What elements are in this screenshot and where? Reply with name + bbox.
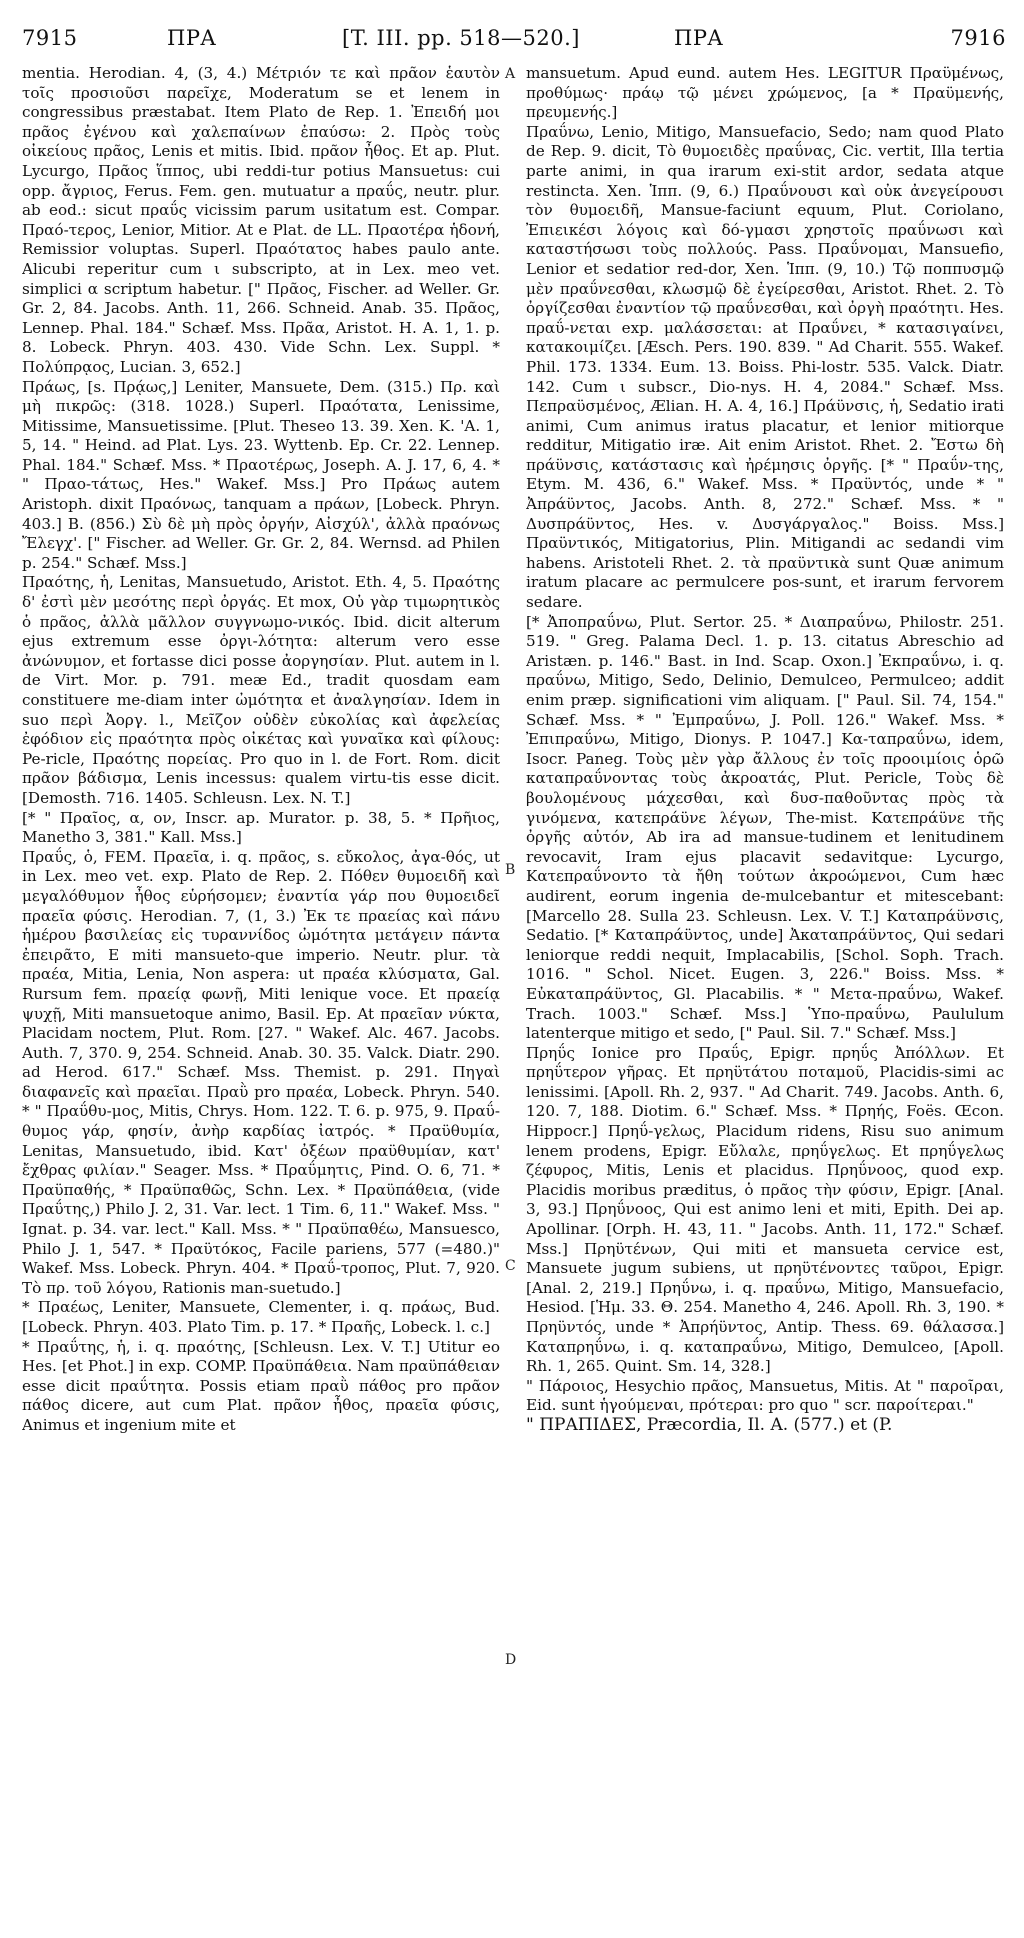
- entry-paragraph: * Πραΰτης, ἡ, i. q. πραότης, [Schleusn. Lex. V. T.] Utitur eo Hes. [et Phot.] in exp. COMP. Πραϋπάθεια. Nam πραϋπάθειαν esse dicit πραΰτητα. Possis etiam πραῢ πάθος pro πρᾶον πάθος dicere, aut cum Plat. πρᾶον ἦθος, πραεῖα φύσις, Animus et ingenium mite et: [22, 1337, 500, 1434]
- section-marker-a: A: [505, 66, 516, 82]
- page-header: [22, 18, 1006, 58]
- right-column-number: 7916: [950, 26, 1006, 50]
- entry-paragraph: * Πραέως, Leniter, Mansuete, Clementer, i. q. πράως, Bud. [Lobeck. Phryn. 403. Plato Tim. p. 17. * Πραῆς, Lobeck. l. c.]: [22, 1298, 500, 1336]
- right-column: [526, 64, 1004, 1924]
- entry-paragraph: [* Ἀποπραΰνω, Plut. Sertor. 25. * Διαπραΰνω, Philostr. 251. 519. " Greg. Palama Decl. 1. p. 13. citatus Abreschio ad Aristæn. p. 146." Bast. in Ind. Scap. Oxon.] Ἐκπραΰνω, i. q. πραΰνω, Mitigo, Sedo, Delinio, Demulceo, Permulceo; addit enim præp. significationi vim aliquam. [" Paul. Sil. 74, 154." Schæf. Mss. * " Ἐμπραΰνω, J. Poll. 126." Wakef. Mss. * Ἐπιπραΰνω, Mitigo, Dionys. P. 1047.] Κα-ταπραΰνω, idem, Isocr. Paneg. Τοὺς μὲν γὰρ ἄλλους ἐν τοῖς προοιμίοις ὁρῶ καταπραΰνοντας τοὺς ἀκροατάς, Plut. Pericle, Τοὺς δὲ βουλομένους μάχεσθαι, καὶ δυσ-παθοῦντας πρὸς τὰ γινόμενα, κατεπράϋνε λέγων, The-mist. Κατεπράϋνε τῆς ὀργῆς αὐτόν, Ab ira ad mansue-tudinem et lenitudinem revocavit, Iram ejus placavit sedavitque: Lycurgo, Κατεπραΰνοντο τὰ ἤθη τούτων ἀκροώμενοι, Cum hæc audirent, eorum ingenia de-mulcebantur et mitescebant: [Marcello 28. Sulla 23. Schleusn. Lex. V. T.] Καταπράϋνσις, Sedatio. [* Καταπράϋντος, unde] Ἀκαταπράϋντος, Qui sedari leniorque reddi nequit, Implacabilis, [Schol. Soph. Trach. 1016. " Schol. Nicet. Eugen. 3, 226." Boiss. Mss. * Εὐκαταπράϋντος, Gl. Placabilis. * " Μετα-πραΰνω, Wakef. Trach. 1003." Schæf. Mss.] Ὑπο-πραΰνω, Paululum latenterque mitigo et sedo, [" Paul. Sil. 7." Schæf. Mss.]: [526, 612, 1004, 1043]
- section-marker-d: D: [505, 1652, 517, 1668]
- section-marker-c: C: [505, 1258, 516, 1274]
- left-running-head: ΠΡΑ: [167, 26, 217, 50]
- entry-paragraph: mentia. Herodian. 4, (3, 4.) Μέτριόν τε καὶ πρᾶον ἑαυτὸν τοῖς προσιοῦσι παρεῖχε, Moderatum se et lenem in congressibus præstabat. Item Plato de Rep. 1. Ἐπειδή μοι πρᾶος ἐγένου καὶ χαλεπαίνων ἐπαύσω: 2. Πρὸς τοὺς οἰκείους πρᾶος, Lenis et mitis. Ibid. πρᾶον ἦθος. Et ap. Plut. Lycurgo, Πρᾶος ἵππος, ubi reddi-tur potius Mansuetus: cui opp. ἄγριος, Ferus. Fem. gen. mutuatur a πραΰς, neutr. plur. ab eod.: sicut πραΰς vicissim parum usitatum est. Compar. Πραό-τερος, Lenior, Mitior. At e Plat. de LL. Πραοτέρα ἡδονή, Remissior voluptas. Superl. Πραότατος habes paulo ante. Alicubi reperitur cum ι subscripto, at in Lex. meo vet. simplici α scriptum habetur. [" Πρᾶος, Fischer. ad Weller. Gr. Gr. 2, 84. Jacobs. Anth. 11, 266. Schneid. Anab. 35. Πρᾶος, Lennep. Phal. 184." Schæf. Mss. Πρᾶα, Aristot. H. A. 1, 1. p. 8. Lobeck. Phryn. 403. 430. Vide Schn. Lex. Suppl. * Πολύπρᾳος, Lucian. 3, 652.]: [22, 64, 500, 376]
- entry-paragraph: mansuetum. Apud eund. autem Hes. LEGITUR Πραϋμένως, προθύμως· πράῳ τῷ μένει χρώμενος, [a * Πραϋμενής, πρευμενής.]: [526, 64, 1004, 122]
- entry-paragraph: " Πάροιος, Hesychio πρᾶος, Mansuetus, Mitis. At " παροῖραι, Eid. sunt ἡγούμεναι, πρότεραι: pro quo " scr. παροίτεραι.": [526, 1376, 1004, 1415]
- entry-paragraph: Πραότης, ἡ, Lenitas, Mansuetudo, Aristot. Eth. 4, 5. Πραότης δ' ἐστὶ μὲν μεσότης περὶ ὀργάς. Et mox, Οὐ γὰρ τιμωρητικὸς ὁ πρᾶος, ἀλλὰ μᾶλλον συγγνωμο-νικός. Ibid. dicit alterum ejus extremum esse ὀργι-λότητα: alterum vero esse ἀνώνυμον, et fortasse dici posse ἀοργησίαν. Plut. autem in l. de Virt. Mor. p. 791. meæ Ed., tradit quosdam eam constituere me-diam inter ὠμότητα et ἀναλγησίαν. Idem in suo περὶ Ἀοργ. l., Μεῖζον οὐδὲν εὐκολίας καὶ ἀφελείας ἐφόδιον εἰς πραότητα πρὸς οἰκέτας καὶ γυναῖκα καὶ φίλους: Pe-ricle, Πραότης πορείας. Pro quo in l. de Fort. Rom. dicit πρᾶον βάδισμα, Lenis incessus: qualem virtu-tis esse dicit. [Demosth. 716. 1405. Schleusn. Lex. N. T.]: [22, 573, 500, 807]
- volume-page-reference: [T. III. pp. 518—520.]: [342, 26, 580, 50]
- right-running-head: ΠΡΑ: [674, 26, 724, 50]
- entry-paragraph: Πραΰς, ὁ, FEM. Πραεῖα, i. q. πρᾶος, s. εὔκολος, ἀγα-θός, ut in Lex. meo vet. exp. Plato de Rep. 2. Πόθεν θυμοειδῆ καὶ μεγαλόθυμον ἦθος εὑρήσομεν; ἐναντία γάρ που θυμοειδεῖ πραεῖα φύσις. Herodian. 7, (1, 3.) Ἐκ τε πραείας καὶ πάνυ ἡμέρου βασιλείας εἰς τυραννίδος ὠμότητα μετάγειν πάντα ἐπειρᾶτο, E miti mansueto-que imperio. Neutr. plur. τὰ πραέα, Mitia, Lenia, Non aspera: ut πραέα κλύσματα, Gal. Rursum fem. πραείᾳ φωνῇ, Miti lenique voce. Et πραείᾳ ψυχῇ, Miti mansuetoque animo, Basil. Ep. At πραεῖαν νύκτα, Placidam noctem, Plut. Rom. [27. " Wakef. Alc. 467. Jacobs. Auth. 7, 370. 9, 254. Schneid. Anab. 30. 35. Valck. Diatr. 290. ad Herod. 617." Schæf. Mss. Themist. p. 291. Πηγαὶ διαφανεῖς καὶ πραεῖαι. Πραῢ pro πραέα, Lobeck. Phryn. 540. * " Πραΰθυ-μος, Mitis, Chrys. Hom. 122. T. 6. p. 975, 9. Πραΰ-θυμος γάρ, φησίν, ἀνὴρ καρδίας ἰατρός. * Πραϋθυμία, Lenitas, Mansuetudo, ibid. Κατ' ὀξέων πραϋθυμίαν, κατ' ἔχθρας φιλίαν." Seager. Mss. * Πραΰμητις, Pind. O. 6, 71. * Πραϋπαθής, * Πραϋπαθῶς, Schn. Lex. * Πραϋπάθεια, (vide Πραΰτης,) Philo J. 2, 31. Var. lect. 1 Tim. 6, 11." Wakef. Mss. " Ignat. p. 34. var. lect." Kall. Mss. * " Πραϋπαθέω, Mansuesco, Philo J. 1, 547. * Πραϋτόκος, Facile pariens, 577 (=480.)" Wakef. Mss. Lobeck. Phryn. 404. * Πραΰ-τροπος, Plut. 7, 920. Τὸ πρ. τοῦ λόγου, Rationis man-suetudo.]: [22, 847, 500, 1297]
- entry-paragraph: Πρηΰς Ionice pro Πραΰς, Epigr. πρηΰς Ἀπόλλων. Et πρηΰτερον γῆρας. Et πρηϋτάτου ποταμοῦ, Placidis-simi ac lenissimi. [Apoll. Rh. 2, 937. " Ad Charit. 749. Jacobs. Anth. 6, 120. 7, 188. Diotim. 6." Schæf. Mss. * Πρηής, Foës. Œcon. Hippocr.] Πρηΰ-γελως, Placidum ridens, Risu suo animum lenem prodens, Epigr. Εὔλαλε, πρηΰγελως. Et πρηΰγελως ζέφυρος, Mitis, Lenis et placidus. Πρηΰνοος, quod exp. Placidis moribus præditus, ὁ πρᾶος τὴν φύσιν, Epigr. [Anal. 3, 93.] Πρηΰνοος, Qui est animo leni et miti, Epith. Dei ap. Apollinar. [Orph. H. 43, 11. " Jacobs. Anth. 11, 172." Schæf. Mss.] Πρηϋτένων, Qui miti et mansueta cervice est, Mansuete jugum subiens, ut πρηϋτένοντες ταῦροι, Epigr. [Anal. 2, 219.] Πρηΰνω, i. q. πραΰνω, Mitigo, Mansuefacio, Hesiod. [Ἡμ. 33. Θ. 254. Manetho 4, 246. Apoll. Rh. 3, 190. * Πρηϋντός, unde * Ἀπρήϋντος, Antip. Thess. 69. θάλασσα.] Καταπρηΰνω, i. q. καταπραΰνω, Mitigo, Demulceo, [Apoll. Rh. 1, 265. Quint. Sm. 14, 328.]: [526, 1043, 1004, 1376]
- section-marker-b: B: [505, 862, 516, 878]
- entry-paragraph: Πραΰνω, Lenio, Mitigo, Mansuefacio, Sedo; nam quod Plato de Rep. 9. dicit, Τὸ θυμοειδὲς πραΰνας, Cic. vertit, Illa tertia parte animi, in qua irarum exi-stit ardor, sedata atque restincta. Xen. Ἱππ. (9, 6.) Πραΰνουσι καὶ οὐκ ἀνεγείρουσι τὸν θυμοειδῆ, Mansue-faciunt equum, Plut. Coriolano, Ἐπιεικέσι λόγοις καὶ δό-γμασι χρηστοῖς πραΰνωσι καὶ καταστήσωσι τοὺς πολλούς. Pass. Πραΰνομαι, Mansuefio, Lenior et sedatior red-dor, Xen. Ἱππ. (9, 10.) Τῷ ποππυσμῷ μὲν πραΰνεσθαι, κλωσμῷ δὲ ἐγείρεσθαι, Aristot. Rhet. 2. Τὸ ὀργίζεσθαι ἐναντίον τῷ πραΰνεσθαι, καὶ ὀργὴ πραότητι. Hes. πραΰ-νεται exp. μαλάσσεται: at Πραΰνει, * κατασιγαίνει, κατακοιμίζει. [Æsch. Pers. 190. 839. " Ad Charit. 555. Wakef. Phil. 173. 1334. Eum. 13. Boiss. Phi-lostr. 535. Valck. Diatr. 142. Cum ι subscr., Dio-nys. H. 4, 2084." Schæf. Mss. Πεπραϋσμένος, Ælian. H. A. 4, 16.] Πράϋνσις, ἡ, Sedatio irati animi, Cum animus iratus placatur, et lenior mitiorque redditur, Mitigatio iræ. Ait enim Aristot. Rhet. 2. Ἔστω δὴ πράϋνσις, κατάστασις καὶ ἠρέμησις ὀργῆς. [* " Πραΰν-της, Etym. M. 436, 6." Wakef. Mss. * Πραϋντός, unde * " Ἀπράϋντος, Jacobs. Anth. 8, 272." Schæf. Mss. * " Δυσπράϋντος, Hes. v. Δυσγάργαλος." Boiss. Mss.] Πραϋντικός, Mitigatorius, Plin. Mitigandi ac sedandi vim habens. Aristoteli Rhet. 2. τὰ πραϋντικὰ sunt Quæ animum iratum placare ac permulcere pos-sunt, et irarum fervorem sedare.: [526, 122, 1004, 612]
- next-entry-headword: " ΠΡΑΠΙΔΕΣ, Præcordia, Il. A. (577.) et (P.: [526, 1414, 893, 1435]
- left-column: [22, 64, 500, 1924]
- left-column-number: 7915: [22, 26, 78, 50]
- entry-paragraph: [* " Πραῖος, α, ον, Inscr. ap. Murator. p. 38, 5. * Πρῆιος, Manetho 3, 381." Kall. Mss.]: [22, 808, 500, 847]
- entry-paragraph: Πράως, [s. Πρᾴως,] Leniter, Mansuete, Dem. (315.) Πρ. καὶ μὴ πικρῶς: (318. 1028.) Superl. Πραότατα, Lenissime, Mitissime, Mansuetissime. [Plut. Theseo 13. 39. Xen. K. 'A. 1, 5, 14. " Heind. ad Plat. Lys. 23. Wyttenb. Ep. Cr. 22. Lennep. Phal. 184." Schæf. Mss. * Πραοτέρως, Joseph. A. J. 17, 6, 4. * " Πραο-τάτως, Hes." Wakef. Mss.] Pro Πράως autem Aristoph. dixit Πραόνως, tanquam a πράων, [Lobeck. Phryn. 403.] B. (856.) Σὺ δὲ μὴ πρὸς ὀργήν, Αἰσχύλ', ἀλλὰ πραόνως Ἔλεγχ'. [" Fischer. ad Weller. Gr. Gr. 2, 84. Wernsd. ad Philen p. 254." Schæf. Mss.]: [22, 377, 500, 572]
